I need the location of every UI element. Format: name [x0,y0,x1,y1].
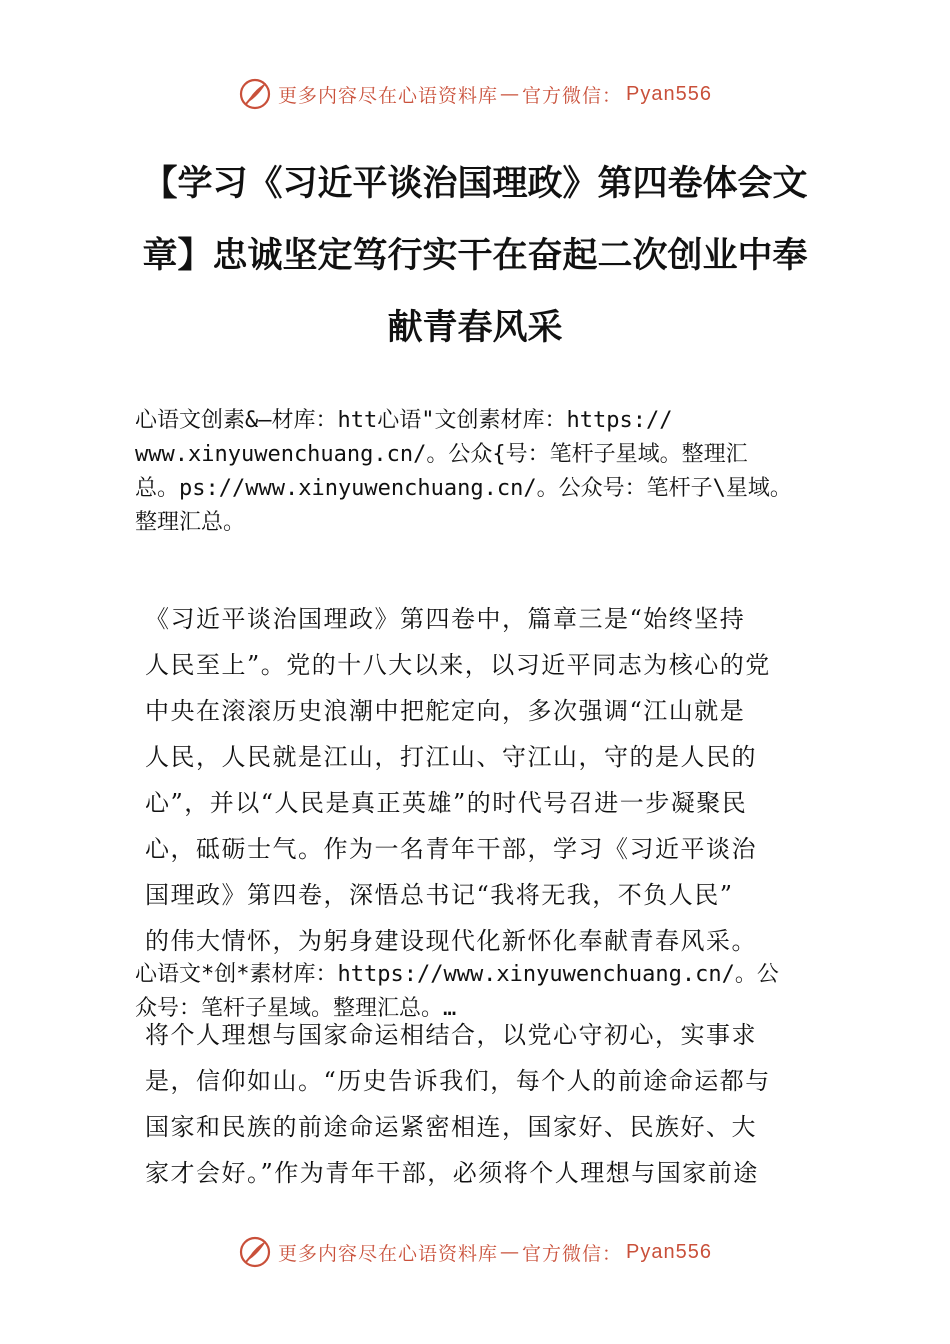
paragraph-line: 家才会好。”作为青年干部，必须将个人理想与国家前途 [145,1159,759,1187]
paragraph-line: 的伟大情怀，为躬身建设现代化新怀化奉献青春风采。 [145,927,757,955]
note-line: 心语文*创*素材库：https://www.xinyuwenchuang.cn/。公 [135,962,779,987]
wechat-id: Pyan556 [626,1240,712,1263]
title-line: 【学习《习近平谈治国理政》第四卷体会文 [142,164,808,204]
footer-banner [0,1230,950,1274]
banner-text: 更多内容尽在心语资料库 [278,1242,499,1265]
paragraph-line: 国家和民族的前途命运紧密相连，国家好、民族好、大 [145,1113,757,1141]
document-title [120,148,830,364]
wechat-label: 官方微信： [522,1242,623,1265]
paragraph-line: 心”，并以“人民是真正英雄”的时代号召进一步凝聚民 [145,789,748,817]
body-paragraph [145,596,825,964]
paragraph-line: 将个人理想与国家命运相结合，以党心守初心，实事求 [145,1021,757,1049]
paragraph-line: 心，砥砺士气。作为一名青年干部，学习《习近平谈治 [145,835,757,863]
title-line: 献青春风采 [387,308,563,348]
source-note [135,404,855,540]
banner-separator: — [500,83,521,105]
paragraph-line: 人民，人民就是江山，打江山、守江山，守的是人民的 [145,743,757,771]
note-line: www.xinyuwenchuang.cn/。公众{号：笔杆子星域。整理汇 [135,442,748,467]
paragraph-line: 是，信仰如山。“历史告诉我们，每个人的前途命运都与 [145,1067,771,1095]
note-line: 整理汇总。 [135,510,246,535]
note-line: 总。ps://www.xinyuwenchuang.cn/。公众号：笔杆子\星域。 [135,476,792,501]
paragraph-line: 人民至上”。党的十八大以来，以习近平同志为核心的党 [145,651,771,679]
header-banner [0,72,950,116]
wechat-label: 官方微信： [522,84,623,107]
title-line: 章】忠诚坚定笃行实干在奋起二次创业中奉 [142,236,808,276]
banner-text: 更多内容尽在心语资料库 [278,84,499,107]
banner-separator: — [500,1241,521,1263]
quill-pen-icon [238,1235,272,1269]
quill-pen-icon [238,77,272,111]
note-line: 心语文创素&—材库：htt心语"文创素材库：https:// [135,408,673,433]
paragraph-line: 国理政》第四卷，深悟总书记“我将无我，不负人民” [145,881,734,909]
note-line: 众号：笔杆子星域。整理汇总。… [135,996,457,1021]
paragraph-line: 中央在滚滚历史浪潮中把舵定向，多次强调“江山就是 [145,697,746,725]
paragraph-line: 《习近平谈治国理政》第四卷中，篇章三是“始终坚持 [145,605,746,633]
body-paragraph [145,1012,825,1196]
wechat-id: Pyan556 [626,82,712,105]
